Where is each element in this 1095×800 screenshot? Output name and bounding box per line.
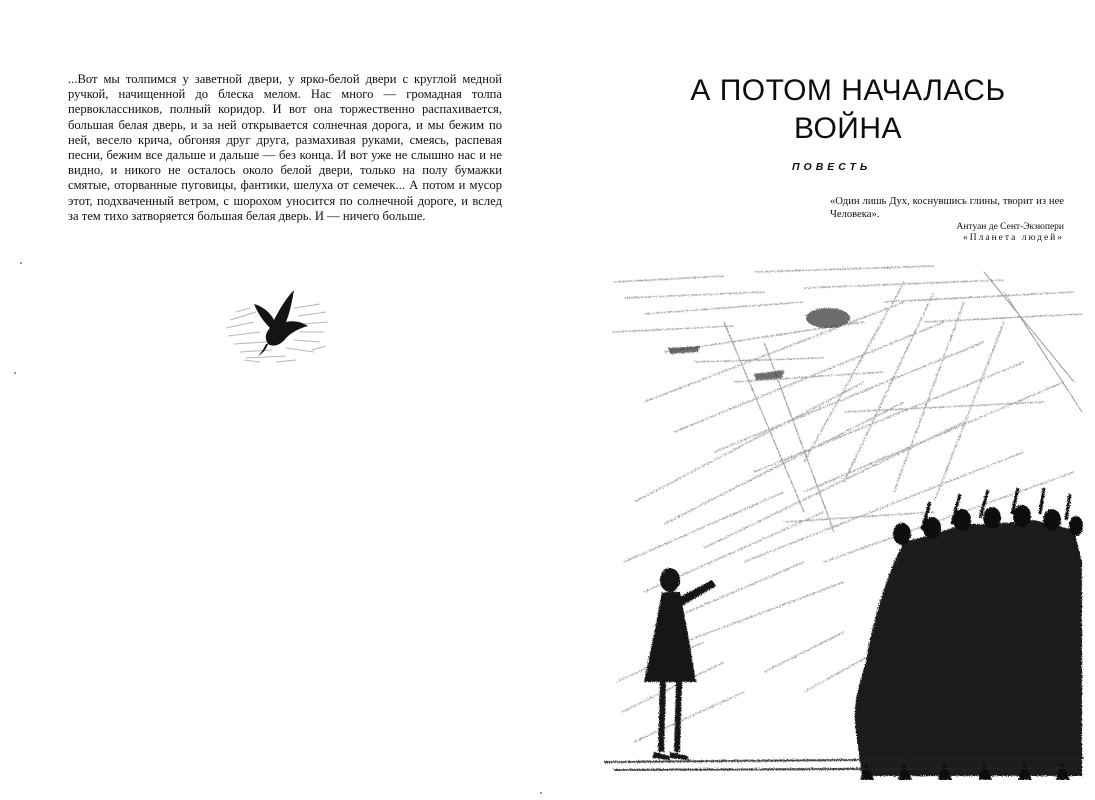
girl-silhouette bbox=[644, 568, 716, 760]
story-title-line-1: А ПОТОМ НАЧАЛАСЬ bbox=[690, 74, 1006, 107]
epigraph-quote: «Один лишь Дух, коснувшись глины, творит из нее Человека». bbox=[830, 196, 1064, 220]
paper-speck bbox=[14, 372, 16, 374]
epigraph-author: Антуан де Сент-Экзюпери bbox=[956, 222, 1064, 232]
sky-dark-marks bbox=[668, 308, 850, 380]
marching-soldiers bbox=[855, 488, 1083, 780]
bird-vignette-image bbox=[216, 282, 336, 370]
right-page bbox=[548, 0, 1095, 800]
paper-speck bbox=[20, 262, 22, 264]
charcoal-illustration-soldiers-and-girl bbox=[604, 262, 1086, 780]
story-ending-paragraph: ...Вот мы толпимся у заветной двери, у ярко-белой двери с круглой медной ручкой, начищенной до блеска мелом. Нас много — громадная толпа первоклассников, полный коридор. И вот она торжественно распахивается, большая белая дверь, и за ней открывается солнечная дорога, и мы бежим по ней, весело крича, обгоняя друг друга, размахивая руками, смеясь, распевая песни, бежим все дальше и дальше — без конца. И вот уже не слышно нас и не видно, и никого не осталось около белой двери, только на полу бумажки смятые, оторванные пуговицы, фантики, шелуха от семечек... А потом и мусор этот, подхваченный ветром, с шорохом уносится по солнечной дороге, и вслед за тем тихо затворяется большая белая дверь. И — ничего больше. bbox=[68, 72, 502, 223]
story-title-line-2: ВОЙНА bbox=[793, 112, 903, 145]
paper-speck bbox=[540, 792, 542, 794]
story-title bbox=[648, 72, 1048, 148]
epigraph-source: «Планета людей» bbox=[963, 233, 1064, 243]
genre-label: ПОВЕСТЬ bbox=[792, 161, 872, 173]
epigraph bbox=[830, 195, 1064, 244]
